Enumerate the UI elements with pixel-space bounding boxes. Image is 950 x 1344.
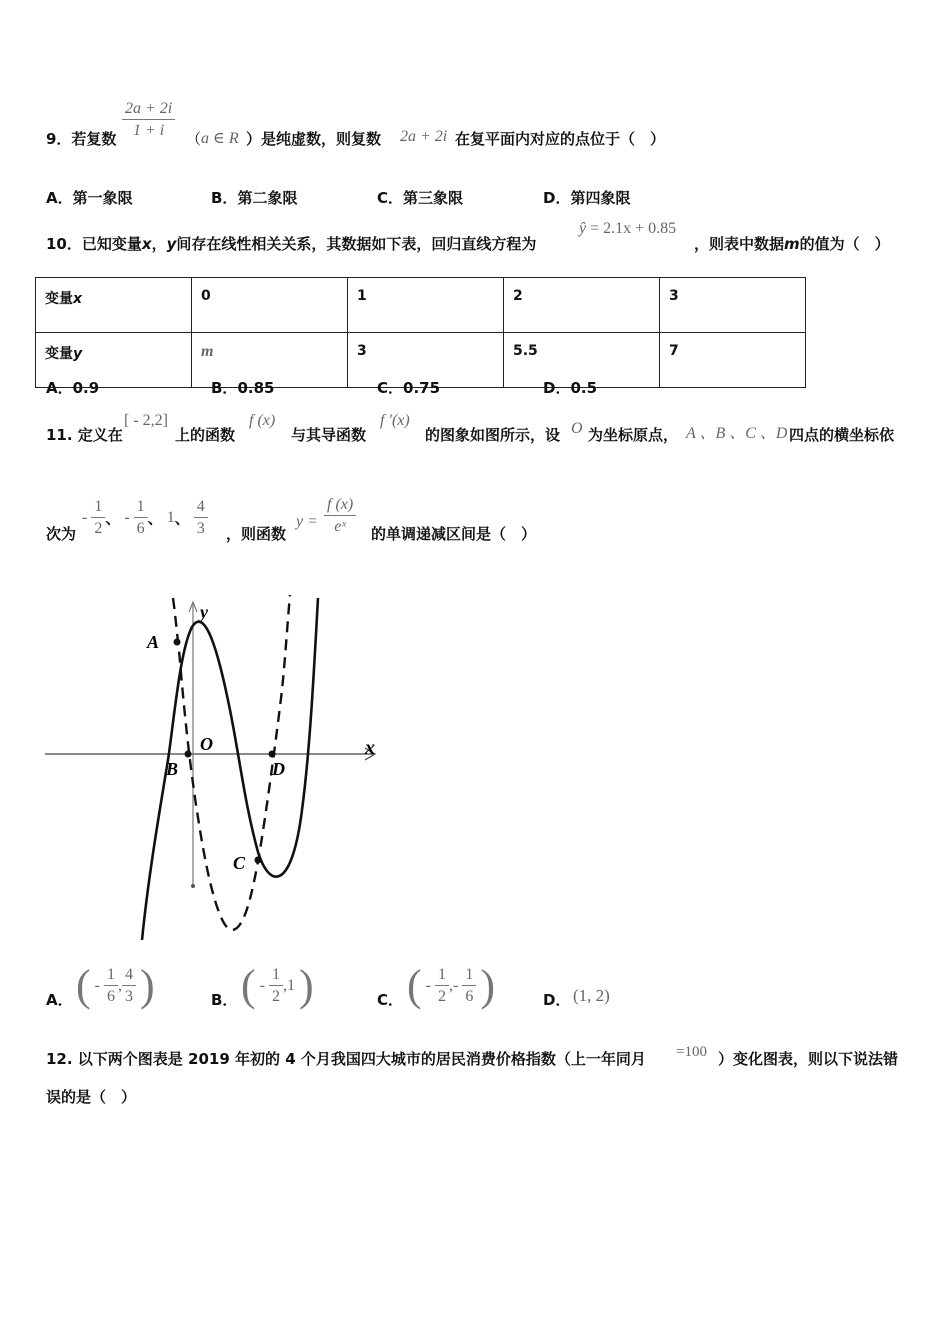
q9-option-c[interactable]: C．第三象限 xyxy=(377,189,464,207)
label-y: y xyxy=(200,602,208,622)
q11-option-a-interval[interactable]: ( - $\frac{1}{6}$ , $\frac{4}{3}$ ) xyxy=(76,961,155,1010)
q9-option-d[interactable]: D．第四象限 xyxy=(543,189,631,207)
q11-values: - $\frac{1}{2}$ 、 - $\frac{1}{6}$ 、 1、 $\frac{4}{3}$ xyxy=(82,498,208,538)
point-c xyxy=(255,857,262,864)
label-d: D xyxy=(272,759,285,779)
label-c: C xyxy=(233,853,246,873)
q11-yeq: y = xyxy=(296,513,318,530)
table-cell: 0 xyxy=(192,278,348,333)
q11-option-c-interval[interactable]: ( - $\frac{1}{2}$ ,- $\frac{1}{6}$ ) xyxy=(407,961,495,1010)
q11-option-d-interval[interactable]: (1, 2) xyxy=(573,986,610,1005)
q11-option-b-interval[interactable]: ( - $\frac{1}{2}$ ,1 ) xyxy=(241,961,314,1010)
q9-fraction-numerator: 2a + 2i xyxy=(122,100,175,120)
q9-fraction-denominator: 1 + i xyxy=(133,122,165,139)
q9-cond-open: （ xyxy=(186,130,202,148)
q11-option-b-label[interactable]: B． xyxy=(211,991,238,1009)
q9-tail: 在复平面内对应的点位于（ ） xyxy=(455,130,666,148)
q11-option-c-label[interactable]: C． xyxy=(377,991,404,1009)
q10-regression-equation: ŷ = 2.1x + 0.85 xyxy=(579,220,677,237)
q11-option-d-label[interactable]: D． xyxy=(543,991,571,1009)
q11-fpx: f ′(x) xyxy=(380,412,410,429)
q11-stem-8: ，则函数 xyxy=(226,525,287,543)
table-cell: 变量x xyxy=(36,278,192,333)
q11-function-fraction xyxy=(324,496,356,536)
label-a: A xyxy=(147,632,160,652)
table-cell: 5.5 xyxy=(504,333,660,388)
q10-option-b[interactable]: B．0.85 xyxy=(211,379,275,397)
q12-stem-line1: 12. 以下两个图表是 2019 年初的 4 个月我国四大城市的居民消费价格指数（上一年同月 xyxy=(46,1050,646,1068)
q11-stem-1: 11. 定义在 xyxy=(46,426,123,444)
table-cell: 3 xyxy=(660,278,806,333)
q10-stem-end: ，则表中数据m的值为（ ） xyxy=(694,235,890,253)
label-x: x xyxy=(365,737,375,759)
table-cell: m xyxy=(192,333,348,388)
q9-cond-math: a ∈ R xyxy=(201,130,239,147)
q11-interval: [ - 2,2] xyxy=(124,412,168,429)
q9-stem-number: 9．若复数 xyxy=(46,130,117,148)
point-d xyxy=(269,751,276,758)
table-row xyxy=(36,278,806,333)
q10-stem: 10．已知变量x，y间存在线性相关关系，其数据如下表，回归直线方程为 xyxy=(46,235,537,253)
q10-option-a[interactable]: A．0.9 xyxy=(46,379,100,397)
point-b xyxy=(185,751,192,758)
q11-stem-6: 四点的横坐标依 xyxy=(789,426,895,444)
table-cell: 1 xyxy=(348,278,504,333)
q11-stem-4: 的图象如图所示，设 xyxy=(425,426,561,444)
q12-stem-line1-end: ）变化图表，则以下说法错 xyxy=(718,1050,899,1068)
q11-stem-9: 的单调递减区间是（ ） xyxy=(371,525,537,543)
q9-option-a[interactable]: A．第一象限 xyxy=(46,189,133,207)
q10-option-d[interactable]: D．0.5 xyxy=(543,379,598,397)
table-cell: 7 xyxy=(660,333,806,388)
q10-data-table xyxy=(35,277,806,388)
q11-stem-2: 上的函数 xyxy=(175,426,236,444)
q11-stem-5: 为坐标原点， xyxy=(588,426,679,444)
table-cell: 2 xyxy=(504,278,660,333)
q11-stem-7: 次为 xyxy=(46,525,77,543)
q11-fx: f (x) xyxy=(249,412,276,429)
q11-stem-3: 与其导函数 xyxy=(291,426,367,444)
table-cell: 3 xyxy=(348,333,504,388)
q11-function-denominator: eˣ xyxy=(334,518,346,535)
table-cell: 变量y xyxy=(36,333,192,388)
q11-function-numerator: f (x) xyxy=(324,496,356,516)
q11-points: A 、B 、C 、D xyxy=(686,425,788,442)
q12-eq100: =100 xyxy=(676,1044,707,1060)
q9-fraction xyxy=(122,100,175,140)
q11-origin: O xyxy=(571,420,583,437)
q9-option-b[interactable]: B．第二象限 xyxy=(211,189,298,207)
q11-option-a-label[interactable]: A． xyxy=(46,991,73,1009)
q12-stem-line2: 误的是（ ） xyxy=(46,1088,137,1106)
q9-expr: 2a + 2i xyxy=(400,128,448,145)
q10-option-c[interactable]: C．0.75 xyxy=(377,379,441,397)
q11-function-graph xyxy=(40,590,390,950)
q9-cond-end: ）是纯虚数，则复数 xyxy=(246,130,382,148)
label-o: O xyxy=(200,734,213,754)
y-axis-end-dot xyxy=(191,884,195,888)
point-a xyxy=(174,639,181,646)
label-b: B xyxy=(166,759,179,779)
